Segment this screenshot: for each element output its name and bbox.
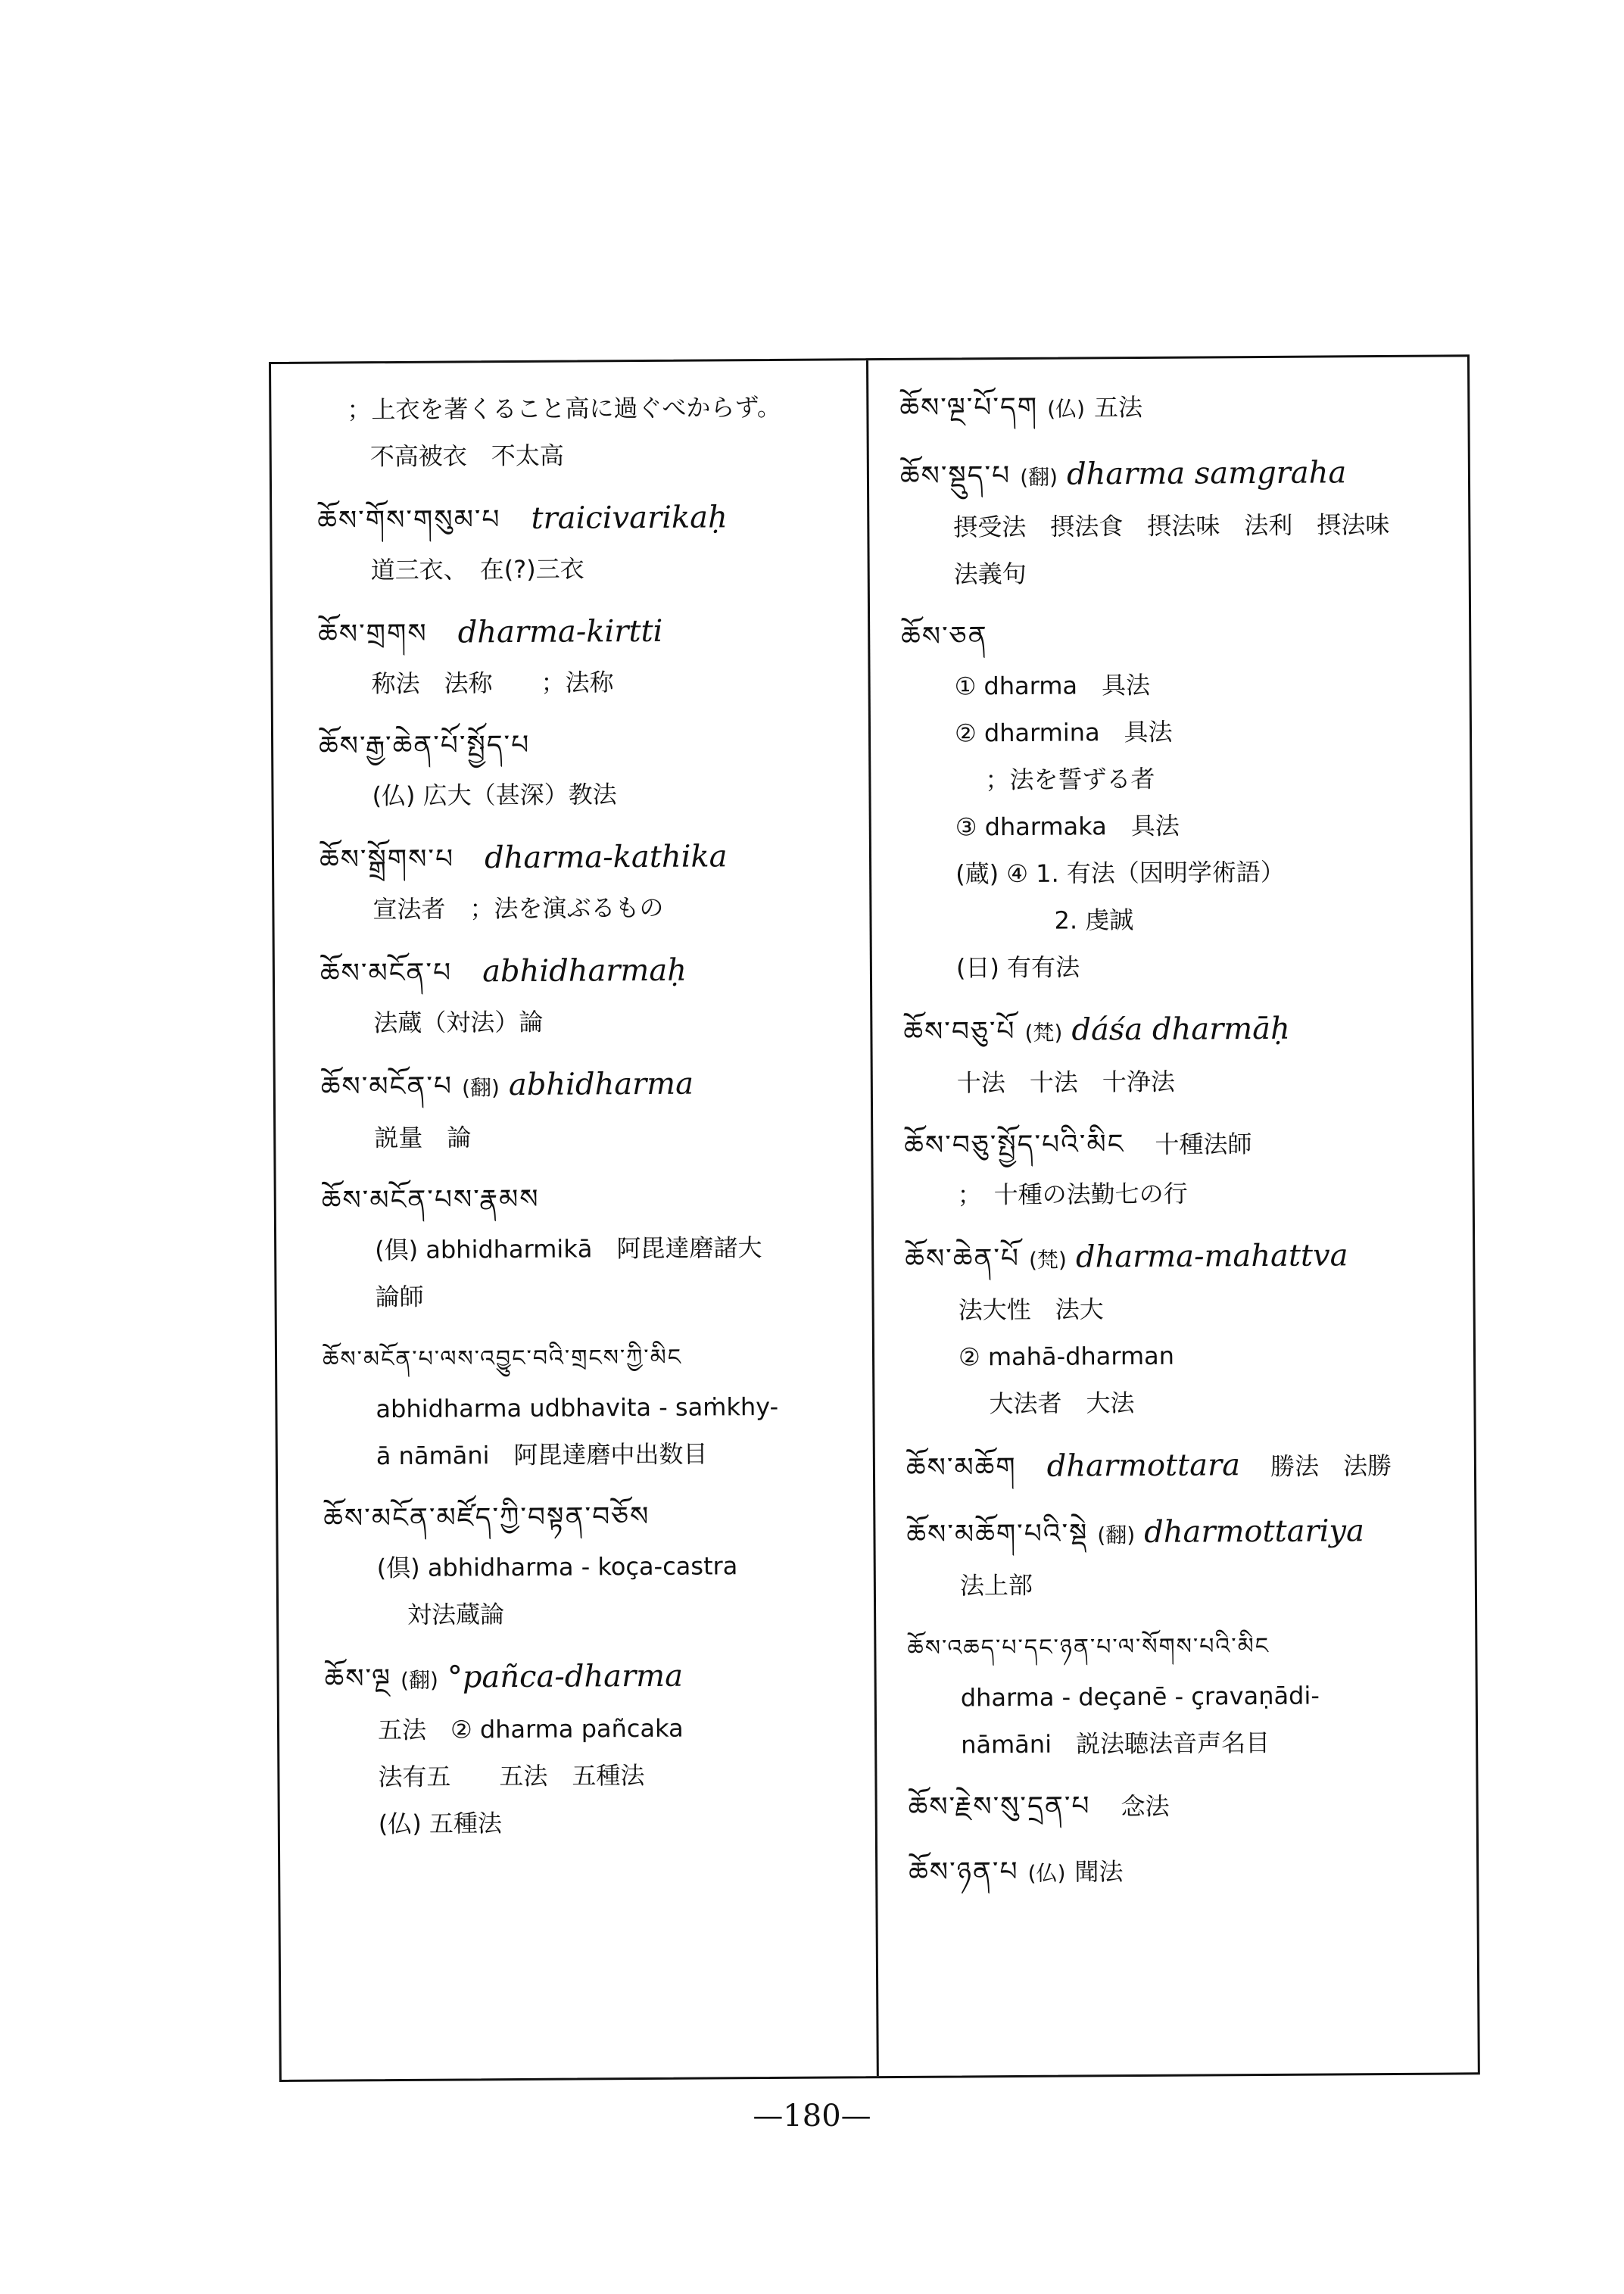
- tibetan-term: ཆོས་ཆེན་པོ: [905, 1242, 1021, 1275]
- tibetan-term: ཆོས་ཅན: [901, 621, 988, 653]
- sanskrit-term: dharma samgraha: [1066, 455, 1347, 492]
- tibetan-term: ཆོས་རྗེས་སུ་དྲན་པ: [908, 1791, 1091, 1823]
- entry-line: 法義句: [953, 559, 1027, 589]
- entry: [322, 1172, 853, 1320]
- entry: [903, 1002, 1464, 1107]
- entry-line: 法大性 法大: [958, 1295, 1104, 1325]
- entry-line: (倶) abhidharmikā 阿毘達磨諸大: [375, 1233, 762, 1265]
- entry-head: [321, 1057, 851, 1114]
- source-tag: (翻): [1097, 1523, 1136, 1548]
- tibetan-term: ཆོས་མངོན་པ་ལས་འབྱུང་བའི་གྲངས་ཀྱི་མིང: [322, 1344, 683, 1373]
- entry-head: [907, 1619, 1467, 1675]
- entry: [906, 1438, 1467, 1495]
- tibetan-term: ཆོས་མངོན་མཛོད་ཀྱི་བསྟན་བཅོས: [323, 1501, 650, 1535]
- entry-line: ；法を誓ずる者: [985, 764, 1155, 795]
- entry: [904, 1117, 1465, 1219]
- entry-head: [908, 1778, 1468, 1834]
- entry: [317, 491, 848, 594]
- entry-head: [323, 1331, 853, 1385]
- page-number: —180—: [753, 2099, 871, 2133]
- entry: [319, 718, 849, 819]
- entry-line: 説量 論: [374, 1123, 472, 1153]
- tibetan-term: ཆོས་མཆོག: [906, 1451, 1017, 1484]
- tibetan-term: ཆོས་བཅུ་སྤྱོད་པའི་མིང: [904, 1129, 1125, 1161]
- entry-line: (倶) abhidharma - koça-castra: [376, 1551, 738, 1583]
- entry-line: abhidharma udbhavita - saṁkhy-: [376, 1392, 779, 1424]
- tibetan-term: ཆོས་མངོན་པ: [320, 1071, 454, 1103]
- entry-line: 道三衣、 在(?)三衣: [370, 554, 584, 585]
- right-column: [899, 379, 1469, 1913]
- tibetan-term: ཆོས་གྲགས: [318, 618, 428, 650]
- entry-line: ① dharma 具法: [954, 670, 1151, 701]
- tibetan-term: ཆོས་མཆོག་པའི་སྡེ: [906, 1518, 1089, 1551]
- entry: [320, 830, 850, 933]
- entry-line: 五法: [1093, 392, 1143, 422]
- entry-line: 五法 ② dharma pañcaka: [377, 1713, 684, 1745]
- sanskrit-term: dharma-kirtti: [457, 613, 663, 650]
- entry-line: nāmāni 説法聴法音声名目: [961, 1728, 1270, 1759]
- tibetan-term: ཆོས་ལྔ: [324, 1663, 392, 1695]
- entry-line: 法有五 五法 五種法: [378, 1761, 645, 1792]
- entry: [324, 1649, 856, 1847]
- source-tag: (梵): [1024, 1020, 1063, 1046]
- entry: [909, 1844, 1469, 1900]
- tibetan-term: ཆོས་སྒྲོགས་པ: [319, 843, 455, 876]
- entry-head: [906, 1438, 1467, 1495]
- column-divider: [866, 360, 879, 2076]
- sanskrit-term: dharma-kathika: [484, 839, 728, 876]
- entry: [316, 383, 847, 480]
- entry-line: 大法者 大法: [989, 1389, 1135, 1419]
- tibetan-term: ཆོས་སྡུད་པ: [899, 460, 1011, 492]
- entry: [899, 379, 1460, 436]
- entry-head: [323, 1490, 853, 1544]
- entry-line: ② dharmina 具法: [954, 717, 1173, 748]
- entry-line: 対法蔵論: [407, 1600, 505, 1629]
- sanskrit-term: dharmottara: [1046, 1448, 1241, 1484]
- source-tag: (翻): [461, 1075, 500, 1101]
- entry-line: 念法: [1121, 1791, 1170, 1822]
- entry-line: 論師: [375, 1282, 424, 1312]
- entry-head: [901, 608, 1461, 663]
- entry-line: (蔵) ④ 1. 有法（因明学術語）: [955, 857, 1285, 889]
- dictionary-page-frame: [269, 354, 1480, 2082]
- source-tag: (仏): [1027, 1860, 1066, 1886]
- entry: [906, 1504, 1467, 1610]
- tibetan-term: ཆོས་ལྔ་པོ་དག: [899, 391, 1039, 424]
- entry-line: 法蔵（対法）論: [373, 1007, 544, 1038]
- entry: [901, 608, 1463, 992]
- entry-line: 称法 法称 ；法称: [371, 668, 614, 699]
- tibetan-term: ཆོས་རྒྱ་ཆེན་པོ་སྤྱོད་པ: [318, 729, 531, 762]
- sanskrit-term: abhidharmaḥ: [482, 952, 687, 990]
- entry-head: [904, 1117, 1464, 1172]
- entry: [323, 1331, 853, 1479]
- entry-line: 法上部: [959, 1570, 1033, 1601]
- entry-head: [318, 604, 848, 660]
- entry-line: ā nāmāni 阿毘達磨中出数目: [376, 1439, 708, 1471]
- entry-line: 摂受法 摂法食 摂法味 法利 摂法味: [953, 510, 1390, 542]
- entry-head: [322, 1172, 852, 1226]
- entry-line: dharma - deçanē - çravaṇādi-: [960, 1681, 1320, 1713]
- entry-head: [900, 446, 1460, 504]
- entry-head: [899, 379, 1460, 436]
- tibetan-term: ཆོས་མངོན་པས་རྣམས: [321, 1183, 540, 1217]
- sanskrit-term: abhidharma: [508, 1066, 694, 1103]
- entry: [908, 1778, 1468, 1834]
- source-tag: (翻): [1020, 464, 1058, 490]
- sanskrit-term: dharmottariya: [1144, 1513, 1365, 1550]
- entry-line: 十種法師: [1155, 1130, 1252, 1159]
- entry-line: ； 十種の法勤七の行: [957, 1179, 1188, 1210]
- entry: [320, 943, 851, 1046]
- tibetan-term: ཆོས་མངོན་པ: [320, 957, 453, 990]
- entry-head: [903, 1002, 1463, 1060]
- source-tag: (仏): [1047, 396, 1086, 422]
- sanskrit-term: dharma-mahattva: [1075, 1238, 1348, 1275]
- entry-head: [324, 1649, 854, 1706]
- entry: [321, 1057, 852, 1161]
- sanskrit-term: dáśa dharmāḥ: [1071, 1011, 1290, 1048]
- entry: [907, 1619, 1468, 1769]
- entry-line: 聞法: [1074, 1857, 1124, 1887]
- entry-line: ；上衣を著くること高に過ぐべからず。: [347, 392, 781, 425]
- entry-head: [905, 1229, 1465, 1287]
- entry-line: (日) 有有法: [955, 952, 1080, 983]
- entry-line: 勝法 法勝: [1270, 1451, 1392, 1481]
- entry-line: 2. 虔誠: [1054, 905, 1134, 935]
- entry-head: [319, 718, 849, 772]
- sanskrit-term: traicivarikaḥ: [531, 500, 728, 536]
- sanskrit-term: °pañca-dharma: [447, 1658, 684, 1695]
- source-tag: (翻): [400, 1667, 438, 1693]
- entry-head: [320, 943, 850, 999]
- entry: [900, 446, 1461, 598]
- tibetan-term: ཆོས་འཆད་པ་དང་ཉན་པ་ལ་སོགས་པའི་མིང: [907, 1632, 1270, 1662]
- entry-line: 不高被衣 不太高: [369, 441, 564, 472]
- tibetan-term: ཆོས་གོས་གསུམ་པ: [317, 504, 501, 537]
- source-tag: (梵): [1028, 1247, 1068, 1273]
- entry-line: ③ dharmaka 具法: [955, 811, 1180, 842]
- entry-line: 十法 十法 十浄法: [956, 1067, 1175, 1098]
- entry-line: ② mahā-dharman: [958, 1341, 1175, 1372]
- entry-line: 宣法者 ；法を演ぶるもの: [372, 893, 664, 924]
- entry-head: [906, 1504, 1467, 1563]
- entry-line: (仏) 五種法: [378, 1809, 503, 1839]
- tibetan-term: ཆོས་བཅུ་པོ: [903, 1015, 1016, 1048]
- entry-head: [320, 830, 849, 886]
- tibetan-term: ཆོས་ཉན་པ: [909, 1856, 1019, 1888]
- left-column: [316, 383, 856, 1861]
- entry-head: [317, 491, 847, 547]
- entry-head: [909, 1844, 1469, 1900]
- entry: [323, 1490, 854, 1638]
- entry: [905, 1229, 1467, 1428]
- entry-line: (仏) 広大（甚深）教法: [372, 780, 617, 811]
- entry: [318, 604, 849, 707]
